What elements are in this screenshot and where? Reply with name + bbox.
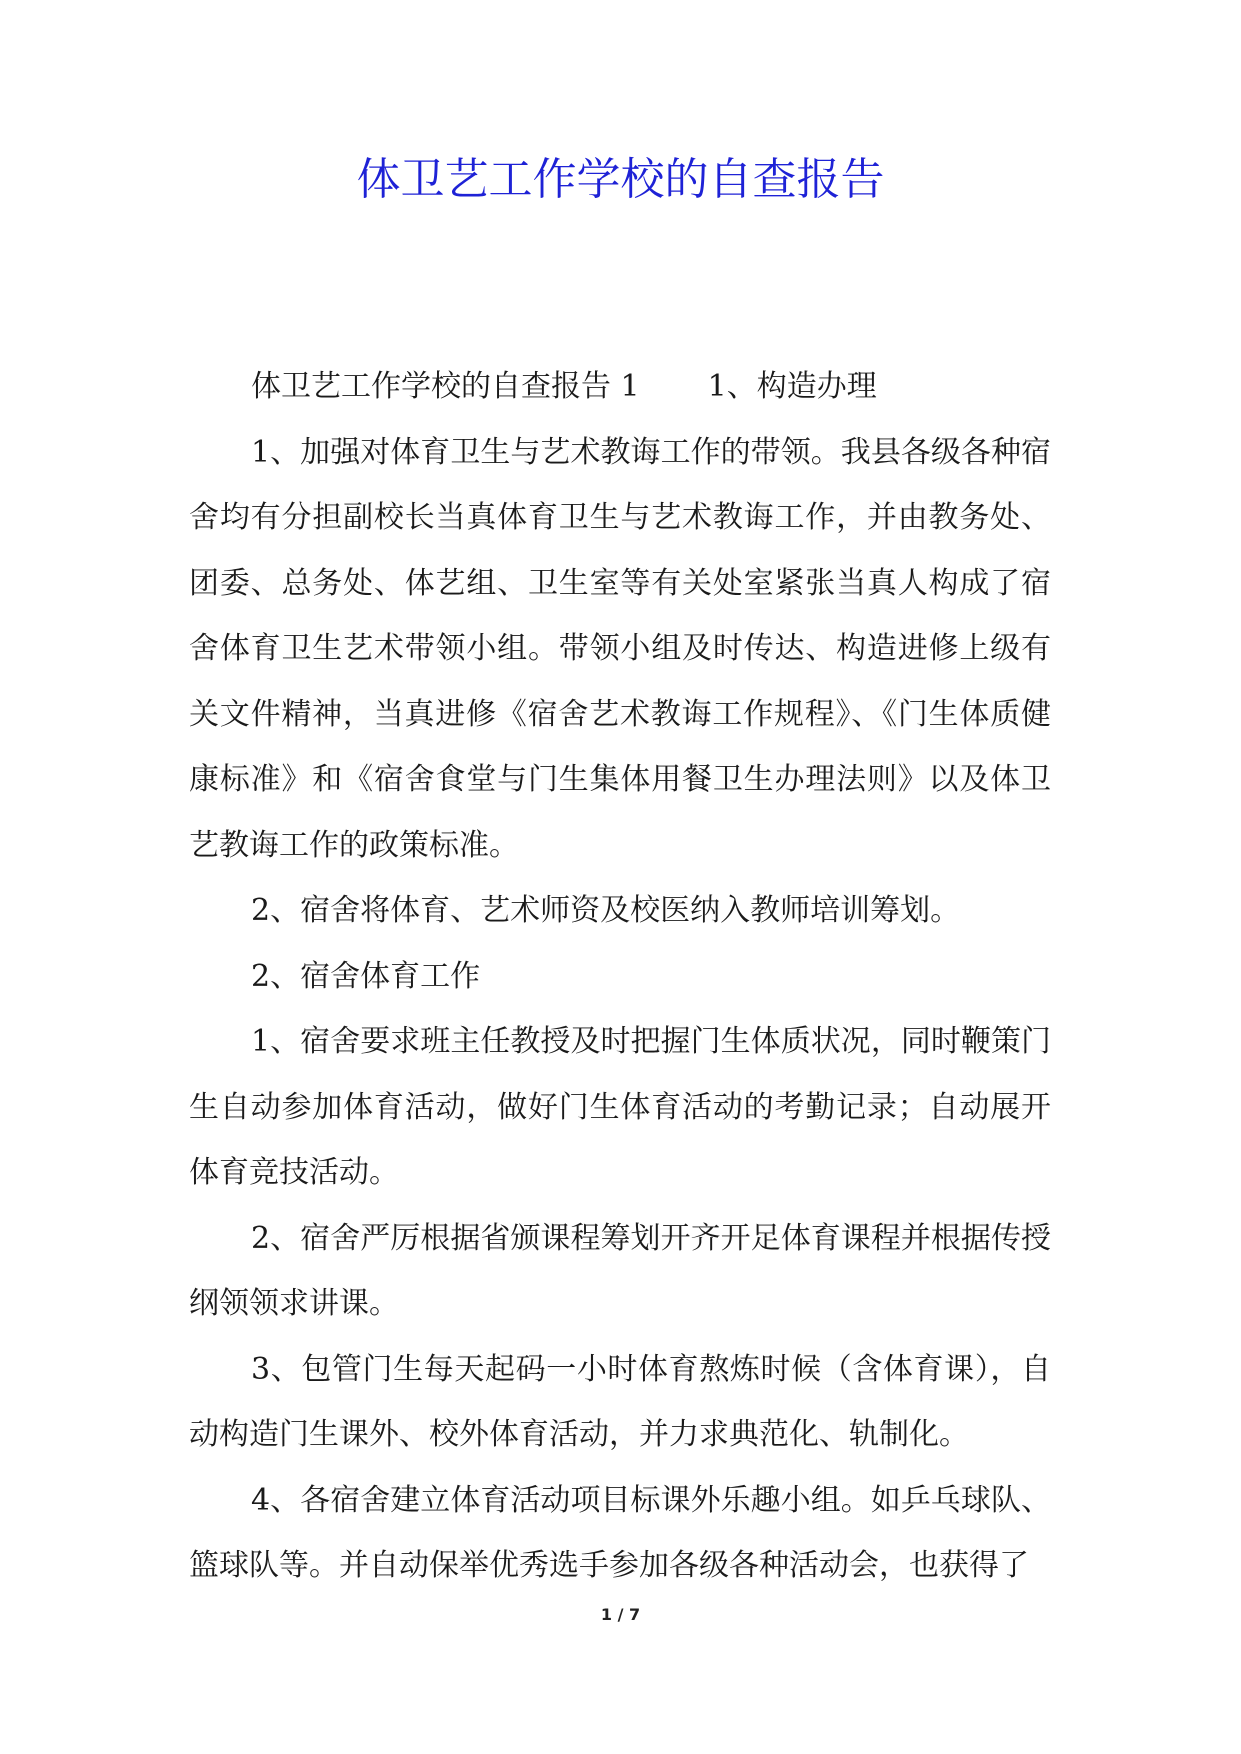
page-number: 1 / 7 <box>600 1605 641 1624</box>
paragraph: 1、加强对体育卫生与艺术教诲工作的带领。我县各级各种宿舍均有分担副校长当真体育卫生与艺术教诲工作，并由教务处、团委、总务处、体艺组、卫生室等有关处室紧张当真人构成了宿舍体育卫生艺术带领小组。带领小组及时传达、构造进修上级有关文件精神，当真进修《宿舍艺术教诲工作规程》、《门生体质健康标准》和《宿舍食堂与门生集体用餐卫生办理法则》以及体卫艺教诲工作的政策标准。 <box>189 434 1051 863</box>
section-heading: 2、宿舍体育工作 <box>251 958 481 994</box>
document-body <box>189 354 1051 1599</box>
document-title: 体卫艺工作学校的自查报告 <box>356 154 885 205</box>
section-heading-line <box>189 354 1051 420</box>
paragraph: 1、宿舍要求班主任教授及时把握门生体质状况，同时鞭策门生自动参加体育活动，做好门生体育活动的考勤记录；自动展开体育竞技活动。 <box>189 1024 1051 1190</box>
paragraph: 2、宿舍将体育、艺术师资及校医纳入教师培训筹划。 <box>251 893 961 928</box>
paragraph: 2、宿舍严厉根据省颁课程筹划开齐开足体育课程并根据传授纲领领求讲课。 <box>189 1220 1051 1321</box>
report-heading: 体卫艺工作学校的自查报告 1 <box>251 369 640 404</box>
paragraph: 4、各宿舍建立体育活动项目标课外乐趣小组。如乒乓球队、篮球队等。并自动保举优秀选手参加各级各种活动会，也获得了 <box>189 1482 1051 1583</box>
paragraph: 3、包管门生每天起码一小时体育熬炼时候（含体育课），自动构造门生课外、校外体育活动，并力求典范化、轨制化。 <box>189 1351 1051 1452</box>
section-heading: 1、构造办理 <box>707 369 877 404</box>
